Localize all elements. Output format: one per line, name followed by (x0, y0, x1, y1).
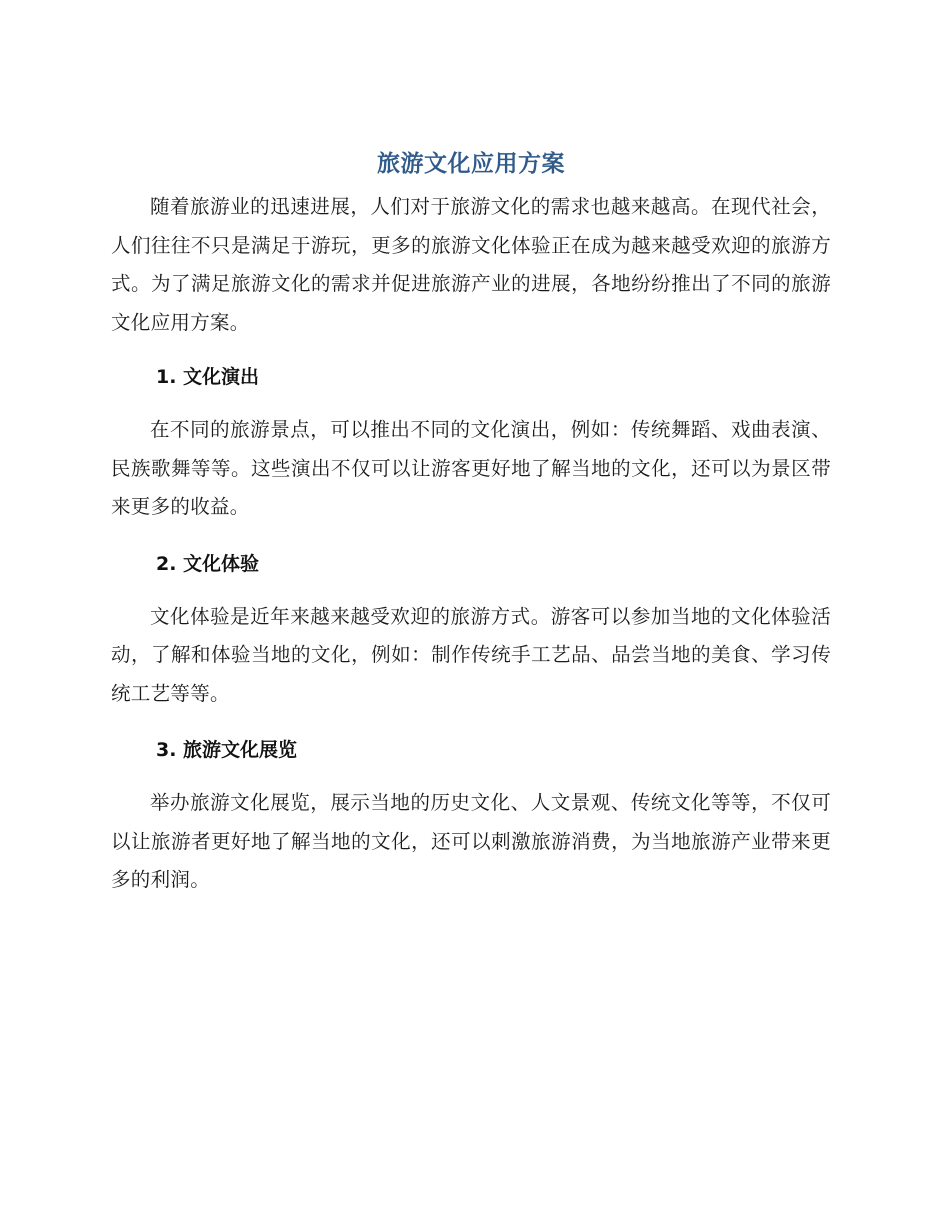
section-heading-experience: 2. 文化体验 (156, 552, 260, 575)
section-body-performance: 在不同的旅游景点，可以推出不同的文化演出，例如：传统舞蹈、戏曲表演、民族歌舞等等。这些演出不仅可以让游客更好地了解当地的文化，还可以为景区带来更多的收益。 (111, 418, 831, 518)
document-page (111, 146, 831, 900)
section-heading-exhibition: 3. 旅游文化展览 (156, 739, 298, 761)
section-body-experience: 文化体验是近年来越来越受欢迎的旅游方式。游客可以参加当地的文化体验活动，了解和体验当地的文化，例如：制作传统手工艺品、品尝当地的美食、学习传统工艺等等。 (111, 604, 831, 705)
intro-paragraph: 随着旅游业的迅速进展，人们对于旅游文化的需求也越来越高。在现代社会，人们往往不只是满足于游玩，更多的旅游文化体验正在成为越来越受欢迎的旅游方式。为了满足旅游文化的需求并促进旅游产业的进展，各地纷纷推出了不同的旅游文化应用方案。 (111, 195, 831, 334)
document-title: 旅游文化应用方案 (377, 151, 565, 177)
section-heading-performance: 1. 文化演出 (156, 366, 260, 388)
section-body-exhibition: 举办旅游文化展览，展示当地的历史文化、人文景观、传统文化等等，不仅可以让旅游者更好地了解当地的文化，还可以刺激旅游消费，为当地旅游产业带来更多的利润。 (111, 791, 831, 891)
